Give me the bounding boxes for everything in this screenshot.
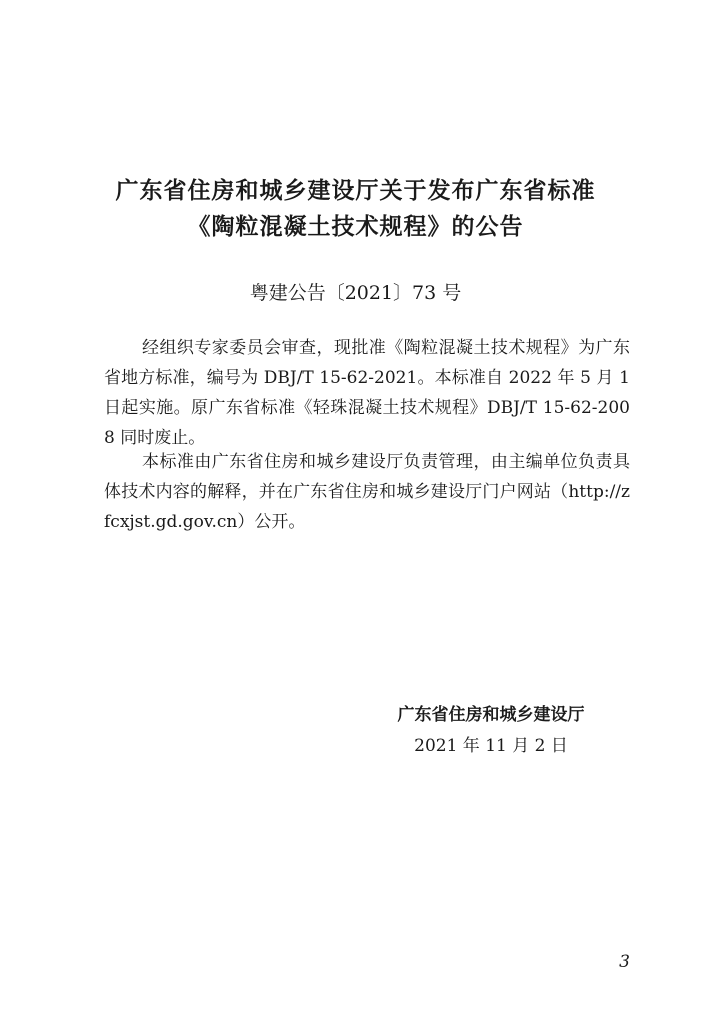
announcement-title-line1: 广东省住房和城乡建设厅关于发布广东省标准: [115, 178, 596, 204]
issue-date: 2021 年 11 月 2 日: [414, 736, 568, 756]
body-paragraph-1: 经组织专家委员会审查，现批准《陶粒混凝土技术规程》为广东省地方标准，编号为 DBJ/T 15-62-2021。本标准自 2022 年 5 月 1 日起实施。原广东省标准《轻珠混凝土技术规程》DBJ/T 15-62-2008 同时废止。: [104, 338, 630, 448]
document-number: 粤建公告〔2021〕73 号: [249, 282, 462, 304]
body-paragraph-2: 本标准由广东省住房和城乡建设厅负责管理，由主编单位负责具体技术内容的解释，并在广东省住房和城乡建设厅门户网站（http://zfcxjst.gd.gov.cn）公开。: [104, 452, 630, 532]
issuer-signature: 广东省住房和城乡建设厅: [397, 705, 585, 725]
page-number: 3: [619, 952, 630, 972]
announcement-title-line2: 《陶粒混凝土技术规程》的公告: [187, 214, 524, 240]
